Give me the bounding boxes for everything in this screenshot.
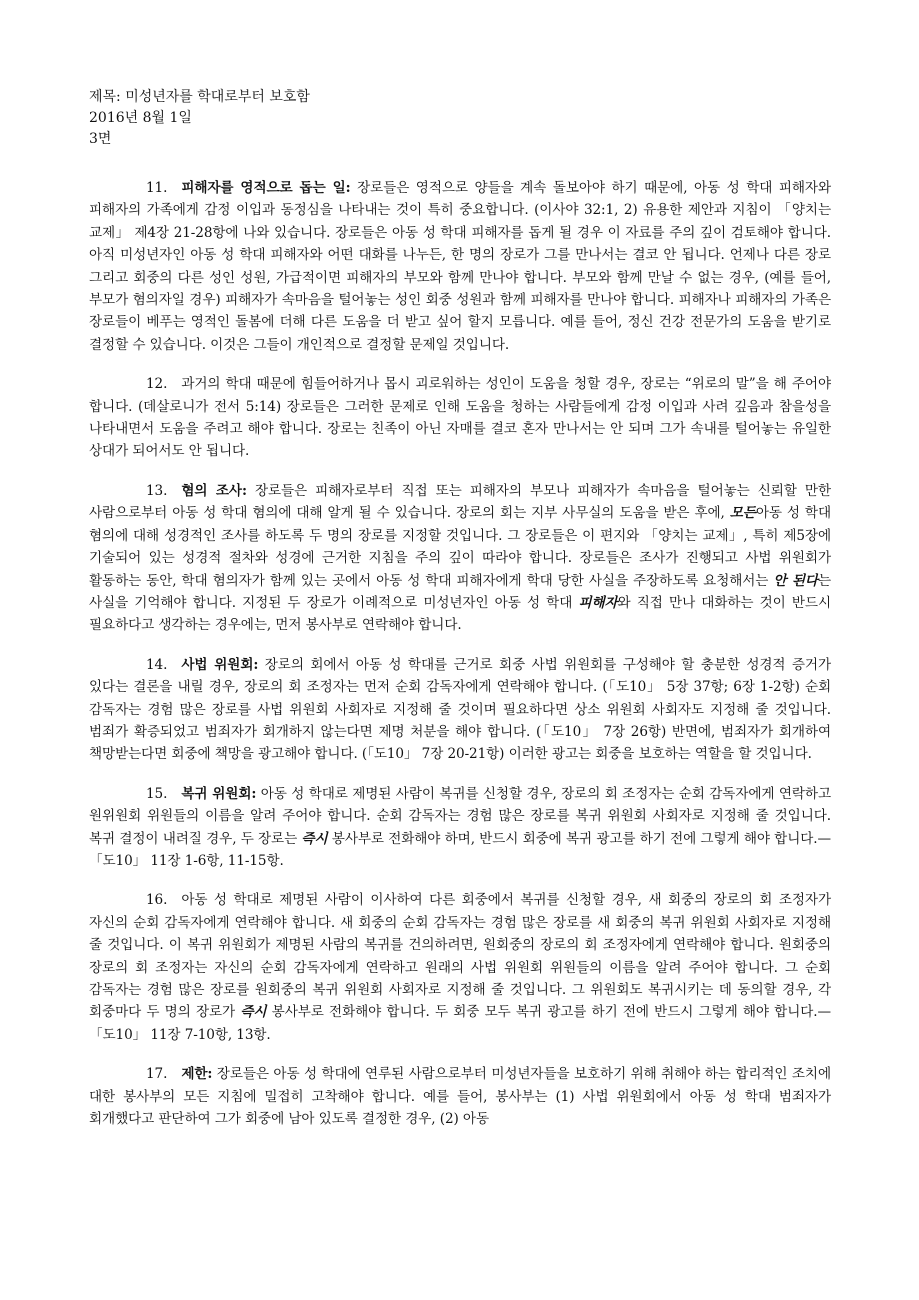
document-page [89,0,831,1300]
paragraph-title: 혐의 조사: [181,482,247,499]
paragraph-title: 사법 위원회: [181,656,259,673]
paragraph-title: 제한: [181,1066,213,1083]
paragraph-text: 장로들은 아동 성 학대에 연루된 사람으로부터 미성년자들을 보호하기 위해 취해야 하는 합리적인 조치에 대한 봉사부의 모든 지침에 밀접히 고착해야 합니다. 예를 들어, 봉사부는 (1) 사법 위원회에서 아동 성 학대 범죄자가 회개했다고 판단하여 그가 회중에 남아 있도록 결정한 경우, (2) 아동 [89,1066,831,1128]
paragraph-14 [89,654,831,766]
letter-date: 2016년 8월 1일 [89,110,192,126]
page-number: 3면 [89,131,112,147]
paragraph-11 [89,177,831,356]
paragraph-text: 장로들은 피해자로부터 직접 또는 피해자의 부모나 피해자가 속마음을 털어놓는 신뢰할 만한 사람으로부터 아동 성 학대 혐의에 대해 알게 될 수 있습니다. 장로의 회는 지부 사무실의 도움을 받은 후에, [89,482,831,522]
paragraph-number: 13. [146,482,168,499]
paragraph-16 [89,889,831,1046]
paragraph-number: 15. [146,785,168,802]
emphasis-text: 모든 [729,505,756,522]
paragraph-15 [89,783,831,873]
paragraph-12 [89,373,831,463]
emphasis-text: 피해자 [578,594,618,611]
paragraph-text: 봉사부로 전화해야 하며, 반드시 회중에 복귀 광고를 하기 전에 그렇게 해야 합니다.—「도10」 11장 1-6항, 11-15항. [89,830,831,869]
letter-body [89,177,831,1147]
paragraph-number: 11. [146,180,168,196]
paragraph-17 [89,1063,831,1130]
paragraph-title: 복귀 위원회: [181,785,257,802]
paragraph-text: 아동 성 학대 혐의에 대해 성경적인 조사를 하도록 두 명의 장로를 지정할 것입니다. 그 장로들은 이 편지와 「양치는 교제」, 특히 제5장에 기술되어 있는 성경적 절차와 성경에 근거한 지침을 주의 깊이 따라야 합니다. 장로들은 조사가 진행되고 사법 위원회가 활동하는 동안, 학대 혐의자가 함께 있는 곳에서 아동 성 학대 피해자에게 학대 당한 사실을 주장하도록 요청해서는 [89,505,831,589]
paragraph-13 [89,480,831,637]
paragraph-number: 16. [146,892,168,909]
paragraph-number: 17. [146,1066,168,1083]
paragraph-number: 14. [146,656,168,673]
paragraph-title: 피해자를 영적으로 돕는 일: [181,180,351,196]
paragraph-number: 12. [146,376,168,393]
letter-header [89,87,310,150]
paragraph-text: 봉사부로 전화해야 합니다. 두 회중 모두 복귀 광고를 하기 전에 반드시 그렇게 해야 합니다.—「도10」 11장 7-10항, 13항. [89,1004,831,1043]
emphasis-text: 즉시 [301,830,328,847]
paragraph-text: 아동 성 학대로 제명된 사람이 복귀를 신청할 경우, 장로의 회 조정자는 순회 감독자에게 연락하고 원위원회 위원들의 이름을 알려 주어야 합니다. 순회 감독자는 경험 많은 장로를 복귀 위원회 사회자로 지정해 줄 것입니다. 복귀 결정이 내려질 경우, 두 장로는 [89,785,831,847]
emphasis-text: 즉시 [240,1004,267,1021]
paragraph-text: 과거의 학대 때문에 힘들어하거나 몹시 괴로워하는 성인이 도움을 청할 경우, 장로는 “위로의 말”을 해 주어야 합니다. (데살로니가 전서 5:14) 장로들은 그러한 문제로 인해 도움을 청하는 사람들에게 감정 이입과 사려 깊음과 참을성을 나타내면서 도움을 주려고 해야 합니다. 장로는 친족이 아닌 자매를 결코 혼자 만나서는 안 되며 그가 속내를 털어놓는 유일한 상대가 되어서도 안 됩니다. [89,376,831,460]
letter-subject: 제목: 미성년자를 학대로부터 보호함 [89,89,310,105]
paragraph-text: 는 사실을 기억해야 합니다. 지정된 두 장로가 이례적으로 미성년자인 아동 성 학대 [89,572,831,611]
paragraph-text: 장로들은 영적으로 양들을 계속 돌보아야 하기 때문에, 아동 성 학대 피해자와 피해자의 가족에게 감정 이입과 동정심을 나타내는 것이 특히 중요합니다. (이사야 32:1, 2) 유용한 제안과 지침이 「양치는 교제」 제4장 21-28항에 나와 있습니다. 장로들은 아동 성 학대 피해자를 돕게 될 경우 이 자료를 주의 깊이 검토해야 합니다. 아직 미성년자인 아동 성 학대 피해자와 어떤 대화를 나누든, 한 명의 장로가 그를 만나서는 결코 안 됩니다. 언제나 다른 장로 그리고 회중의 다른 성인 성원, 가급적이면 피해자의 부모와 함께 만나야 합니다. 부모와 함께 만날 수 없는 경우, (예를 들어, 부모가 혐의자일 경우) 피해자가 속마음을 털어놓는 성인 회중 성원과 함께 피해자를 만나야 합니다. 피해자나 피해자의 가족은 장로들이 베푸는 영적인 돌봄에 더해 다른 도움을 더 받고 싶어 할지 모릅니다. 예를 들어, 정신 건강 전문가의 도움을 받기로 결정할 수 있습니다. 이것은 그들이 개인적으로 결정할 문제일 것입니다. [89,180,831,353]
paragraph-text: 와 직접 만나 대화하는 것이 반드시 필요하다고 생각하는 경우에는, 먼저 봉사부로 연락해야 합니다. [89,594,831,634]
emphasis-text: 안 된다 [773,572,818,589]
paragraph-text: 아동 성 학대로 제명된 사람이 이사하여 다른 회중에서 복귀를 신청할 경우, 새 회중의 장로의 회 조정자가 자신의 순회 감독자에게 연락해야 합니다. 새 회중의 순회 감독자는 경험 많은 장로를 새 회중의 복귀 위원회 사회자로 지정해 줄 것입니다. 이 복귀 위원회가 제명된 사람의 복귀를 건의하려면, 원회중의 장로의 회 조정자에게 연락해야 합니다. 원회중의 장로의 회 조정자는 자신의 순회 감독자에게 연락하고 원래의 사법 위원회 위원들의 이름을 알려 주어야 합니다. 그 순회 감독자는 경험 많은 장로를 원회중의 복귀 위원회 사회자로 지정해 줄 것입니다. 그 위원회도 복귀시키는 데 동의할 경우, 각 회중마다 두 명의 장로가 [89,892,831,1021]
paragraph-text: 장로의 회에서 아동 성 학대를 근거로 회중 사법 위원회를 구성해야 할 충분한 성경적 증거가 있다는 결론을 내릴 경우, 장로의 회 조정자는 먼저 순회 감독자에게 연락해야 합니다. (「도10」 5장 37항; 6장 1-2항) 순회 감독자는 경험 많은 장로를 사법 위원회 사회자로 지정해 줄 것이며 필요하다면 상소 위원회 사회자도 지정해 줄 것입니다. 범죄가 확증되었고 범죄자가 회개하지 않는다면 제명 처분을 해야 합니다. (「도10」 7장 26항) 반면에, 범죄자가 회개하여 책망받는다면 회중에 책망을 광고해야 합니다. (「도10」 7장 20-21항) 이러한 광고는 회중을 보호하는 역할을 할 것입니다. [89,656,831,763]
